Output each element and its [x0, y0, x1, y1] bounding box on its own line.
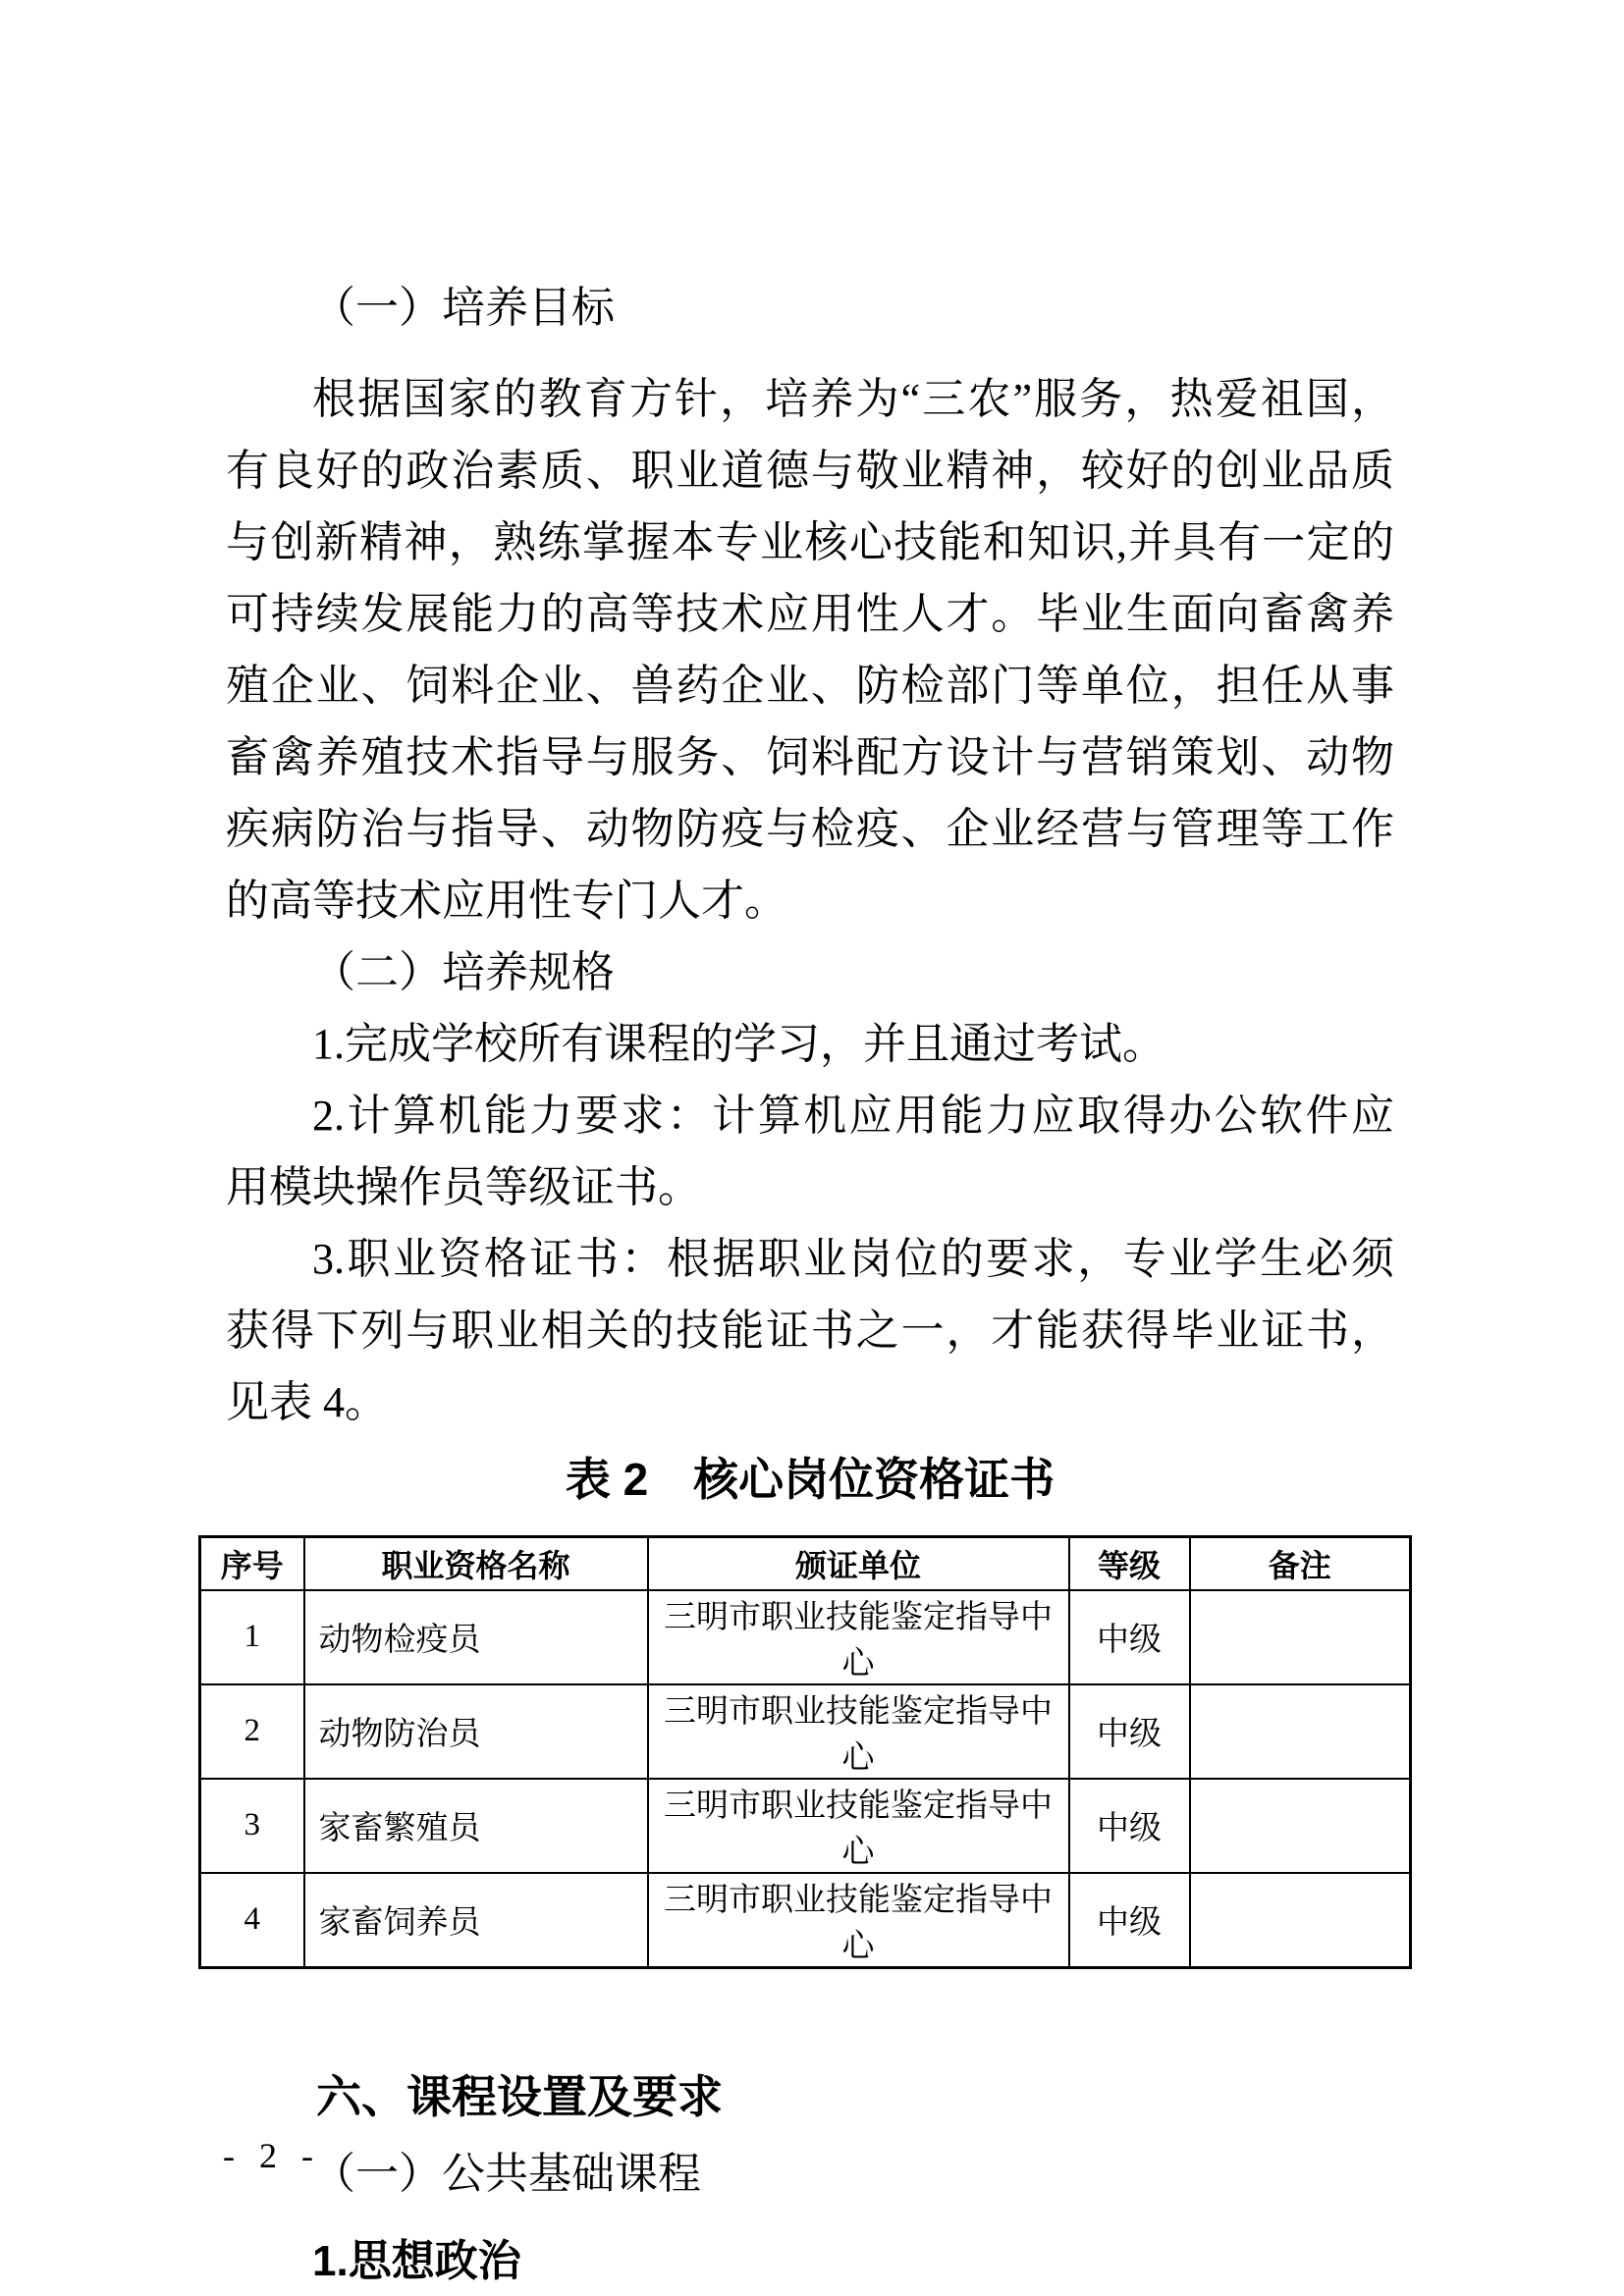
cell-remarks	[1190, 1590, 1411, 1684]
table-row	[200, 1590, 1411, 1684]
table2-certificates	[198, 1535, 1412, 1969]
paragraph-line: 畜禽养殖技术指导与服务、饲料配方设计与营销策划、动物	[226, 733, 1394, 781]
table-row	[200, 1779, 1411, 1873]
table-row	[200, 1873, 1411, 1968]
cell-issuing-unit: 三明市职业技能鉴定指导中心	[648, 1873, 1069, 1968]
cell-remarks	[1190, 1873, 1411, 1968]
table-header-row	[200, 1537, 1411, 1590]
paragraph-line: 有良好的政治素质、职业道德与敬业精神，较好的创业品质	[226, 447, 1394, 495]
paragraph-line: 根据国家的教育方针，培养为“三农”服务，热爱祖国，	[312, 375, 1394, 423]
cell-remarks	[1190, 1684, 1411, 1779]
cell-index: 4	[200, 1873, 304, 1968]
cell-issuing-unit: 三明市职业技能鉴定指导中心	[648, 1590, 1069, 1684]
course-heading: 1.思想政治	[312, 2236, 521, 2285]
cell-qualification-name: 动物检疫员	[304, 1590, 648, 1684]
cell-index: 1	[200, 1590, 304, 1684]
section1-heading	[226, 200, 1394, 272]
paragraph-line: 可持续发展能力的高等技术应用性人才。毕业生面向畜禽养	[226, 590, 1394, 638]
list-item-line: 获得下列与职业相关的技能证书之一，才能获得毕业证书，	[226, 1307, 1394, 1355]
paragraph-line: 的高等技术应用性专门人才。	[226, 877, 787, 925]
document-content	[220, 200, 1394, 2296]
cell-qualification-name: 家畜繁殖员	[304, 1779, 648, 1873]
table-header-level: 等级	[1069, 1537, 1190, 1590]
section6-sub-heading: （一）公共基础课程	[312, 2149, 701, 2198]
cell-qualification-name: 家畜饲养员	[304, 1873, 648, 1968]
paragraph-line: 疾病防治与指导、动物防疫与检疫、企业经营与管理等工作	[226, 805, 1394, 853]
cell-issuing-unit: 三明市职业技能鉴定指导中心	[648, 1779, 1069, 1873]
table-header-remarks: 备注	[1190, 1537, 1411, 1590]
table-header-issuing-unit: 颁证单位	[648, 1537, 1069, 1590]
cell-level: 中级	[1069, 1873, 1190, 1968]
list-item-line: 1.完成学校所有课程的学习，并且通过考试。	[312, 1020, 1165, 1068]
paragraph-line: 殖企业、饲料企业、兽药企业、防检部门等单位，担任从事	[226, 662, 1394, 710]
list-item-line: 3.职业资格证书：根据职业岗位的要求，专业学生必须	[312, 1235, 1394, 1283]
cell-index: 2	[200, 1684, 304, 1779]
cell-level: 中级	[1069, 1590, 1190, 1684]
section6-heading: 六、课程设置及要求	[316, 2070, 723, 2122]
list-item-line: 用模块操作员等级证书。	[226, 1163, 701, 1211]
table2-title: 表 2 核心岗位资格证书	[565, 1454, 1056, 1505]
table-header-index: 序号	[200, 1537, 304, 1590]
paragraph-line: 与创新精神，熟练掌握本专业核心技能和知识,并具有一定的	[226, 518, 1394, 566]
cell-qualification-name: 动物防治员	[304, 1684, 648, 1779]
cell-level: 中级	[1069, 1684, 1190, 1779]
cell-remarks	[1190, 1779, 1411, 1873]
page-number: - 2 -	[223, 2136, 321, 2175]
cell-index: 3	[200, 1779, 304, 1873]
list-item-line: 见表 4。	[226, 1378, 388, 1426]
section1-heading: （一）培养目标	[312, 284, 615, 332]
table-row	[200, 1684, 1411, 1779]
table-header-qualification-name: 职业资格名称	[304, 1537, 648, 1590]
cell-issuing-unit: 三明市职业技能鉴定指导中心	[648, 1684, 1069, 1779]
list-item-line: 2.计算机能力要求：计算机应用能力应取得办公软件应	[312, 1092, 1394, 1140]
section2-heading: （二）培养规格	[312, 948, 615, 996]
cell-level: 中级	[1069, 1779, 1190, 1873]
